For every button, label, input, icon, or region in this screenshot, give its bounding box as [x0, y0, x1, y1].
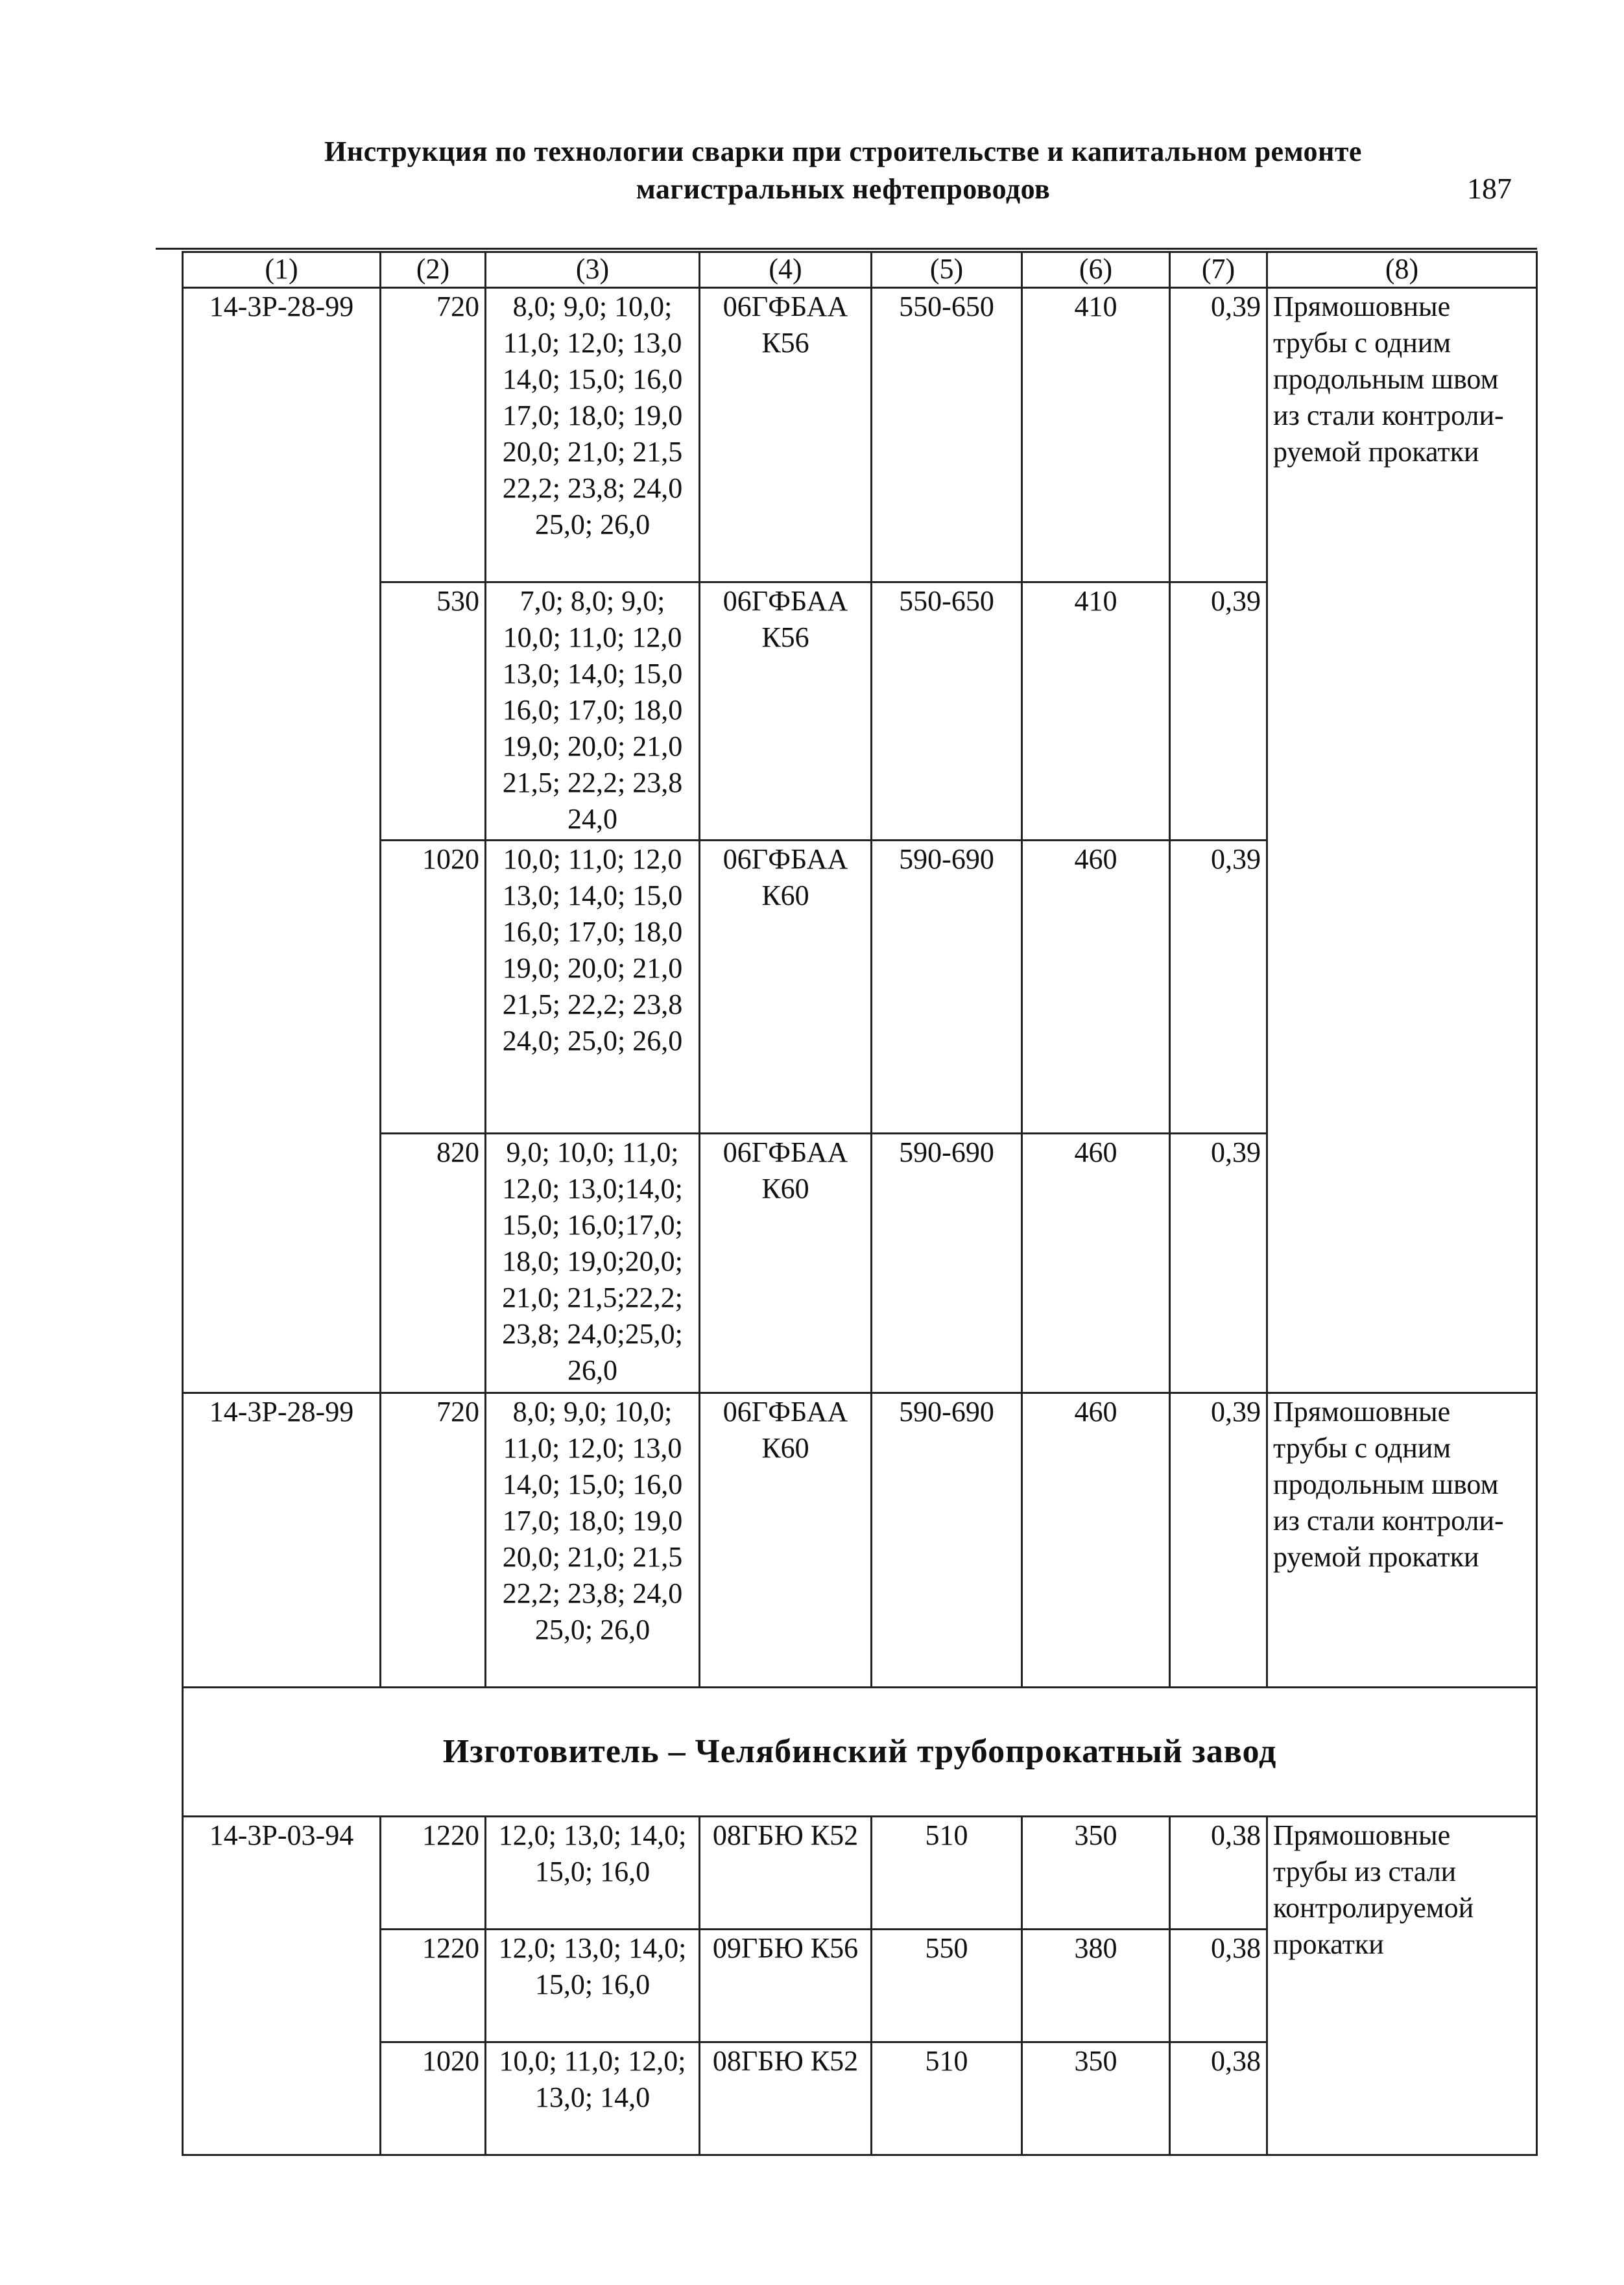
header-title-line1: Инструкция по технологии сварки при строительстве и капитальном ремонте [324, 136, 1362, 167]
thickness-cell: 10,0; 11,0; 12,0 13,0; 14,0; 15,0 16,0; 17,0; 18,0 19,0; 20,0; 21,0 21,5; 22,2; 23,8 24,0; 25,0; 26,0 [486, 841, 700, 1134]
thickness-cell: 8,0; 9,0; 10,0; 11,0; 12,0; 13,0 14,0; 15,0; 16,0 17,0; 18,0; 19,0 20,0; 21,0; 21,5 22,2; 23,8; 24,0 25,0; 26,0 [486, 1393, 700, 1688]
thickness-cell: 12,0; 13,0; 14,0; 15,0; 16,0 [486, 1930, 700, 2042]
section-title: Изготовитель – Челябинский трубопрокатный завод [183, 1688, 1537, 1817]
yield-cell: 380 [1022, 1930, 1170, 2042]
yield-cell: 350 [1022, 1817, 1170, 1930]
steel-cell: 06ГФБАА К56 [700, 288, 872, 582]
ratio-cell: 0,39 [1170, 582, 1267, 841]
strength-cell: 550 [872, 1930, 1022, 2042]
diameter-cell: 1220 [381, 1817, 486, 1930]
ratio-cell: 0,38 [1170, 1817, 1267, 1930]
ratio-cell: 0,38 [1170, 2042, 1267, 2155]
thickness-cell: 9,0; 10,0; 11,0; 12,0; 13,0;14,0; 15,0; 16,0;17,0; 18,0; 19,0;20,0; 21,0; 21,5;22,2; 23,8; 24,0;25,0; 26,0 [486, 1134, 700, 1393]
thickness-cell: 7,0; 8,0; 9,0; 10,0; 11,0; 12,0 13,0; 14,0; 15,0 16,0; 17,0; 18,0 19,0; 20,0; 21,0 21,5; 22,2; 23,8 24,0 [486, 582, 700, 841]
diameter-cell: 1020 [381, 2042, 486, 2155]
diameter-cell: 820 [381, 1134, 486, 1393]
steel-cell: 06ГФБАА К56 [700, 582, 872, 841]
standard-cell: 14-3Р-28-99 [183, 1393, 381, 1688]
yield-cell: 460 [1022, 841, 1170, 1134]
strength-cell: 510 [872, 2042, 1022, 2155]
ratio-cell: 0,39 [1170, 288, 1267, 582]
ratio-cell: 0,39 [1170, 1393, 1267, 1688]
diameter-cell: 1220 [381, 1930, 486, 2042]
description-cell: Прямошовные трубы из стали контролируемой прокатки [1267, 1817, 1537, 2155]
strength-cell: 510 [872, 1817, 1022, 1930]
header-title-line2: магистральных нефтепроводов [636, 173, 1051, 205]
description-cell: Прямошовные трубы с одним продольным швом из стали контроли-руемой прокатки [1267, 288, 1537, 1393]
description-cell: Прямошовные трубы с одним продольным швом из стали контроли-руемой прокатки [1267, 1393, 1537, 1688]
table-row [183, 1817, 1537, 1930]
table-header-row [183, 252, 1537, 288]
steel-cell: 06ГФБАА К60 [700, 841, 872, 1134]
yield-cell: 410 [1022, 582, 1170, 841]
diameter-cell: 1020 [381, 841, 486, 1134]
column-header: (3) [486, 252, 700, 288]
strength-cell: 550-650 [872, 582, 1022, 841]
yield-cell: 460 [1022, 1393, 1170, 1688]
table-row [183, 288, 1537, 582]
yield-cell: 350 [1022, 2042, 1170, 2155]
diameter-cell: 720 [381, 288, 486, 582]
header-rule [156, 248, 1537, 250]
ratio-cell: 0,38 [1170, 1930, 1267, 2042]
ratio-cell: 0,39 [1170, 841, 1267, 1134]
column-header: (7) [1170, 252, 1267, 288]
steel-cell: 06ГФБАА К60 [700, 1393, 872, 1688]
standard-cell: 14-3Р-03-94 [183, 1817, 381, 2155]
strength-cell: 590-690 [872, 841, 1022, 1134]
strength-cell: 550-650 [872, 288, 1022, 582]
page-number: 187 [1467, 172, 1512, 205]
page-header [162, 133, 1524, 208]
steel-cell: 08ГБЮ К52 [700, 1817, 872, 1930]
column-header: (1) [183, 252, 381, 288]
pipe-spec-table [182, 251, 1538, 2156]
column-header: (8) [1267, 252, 1537, 288]
steel-cell: 06ГФБАА К60 [700, 1134, 872, 1393]
strength-cell: 590-690 [872, 1393, 1022, 1688]
diameter-cell: 530 [381, 582, 486, 841]
steel-cell: 08ГБЮ К52 [700, 2042, 872, 2155]
yield-cell: 460 [1022, 1134, 1170, 1393]
section-row [183, 1688, 1537, 1817]
ratio-cell: 0,39 [1170, 1134, 1267, 1393]
column-header: (5) [872, 252, 1022, 288]
yield-cell: 410 [1022, 288, 1170, 582]
standard-cell: 14-3Р-28-99 [183, 288, 381, 1393]
thickness-cell: 12,0; 13,0; 14,0; 15,0; 16,0 [486, 1817, 700, 1930]
column-header: (6) [1022, 252, 1170, 288]
thickness-cell: 10,0; 11,0; 12,0; 13,0; 14,0 [486, 2042, 700, 2155]
thickness-cell: 8,0; 9,0; 10,0; 11,0; 12,0; 13,0 14,0; 15,0; 16,0 17,0; 18,0; 19,0 20,0; 21,0; 21,5 22,2; 23,8; 24,0 25,0; 26,0 [486, 288, 700, 582]
column-header: (2) [381, 252, 486, 288]
column-header: (4) [700, 252, 872, 288]
steel-cell: 09ГБЮ К56 [700, 1930, 872, 2042]
strength-cell: 590-690 [872, 1134, 1022, 1393]
diameter-cell: 720 [381, 1393, 486, 1688]
table-row [183, 1393, 1537, 1688]
